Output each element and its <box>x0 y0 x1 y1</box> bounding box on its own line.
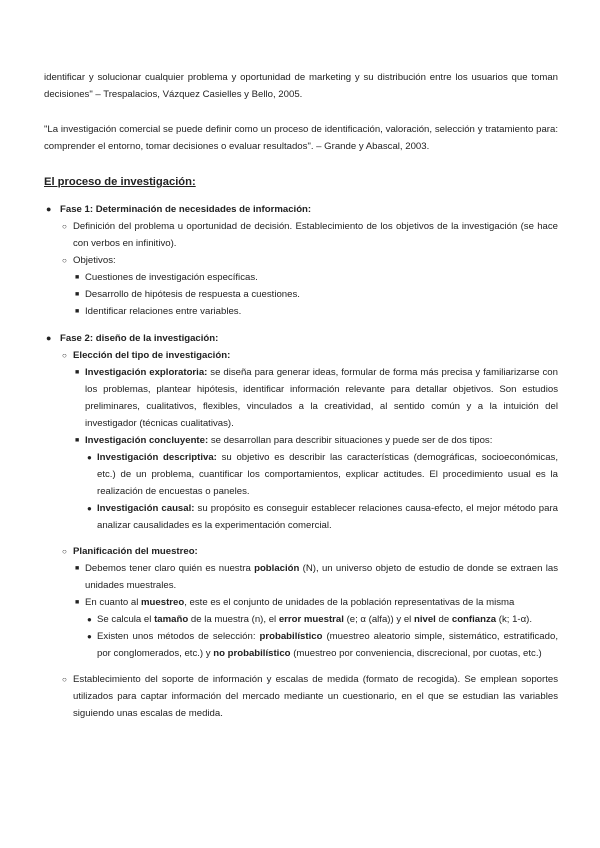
hollow-circle-bullet-icon: ○ <box>62 222 67 231</box>
soporte-text: Establecimiento del soporte de información y escalas de medida (formato de recogida). Se emplean soportes utilizados para captar información del mercado mediante un cuestionario, en el que se estudian las variables siguiendo unas escalas de medida. <box>73 674 558 719</box>
objetivo-text: Identificar relaciones entre variables. <box>85 306 242 317</box>
tamano-bold: tamaño <box>154 614 189 625</box>
phase-1-definition <box>60 218 558 252</box>
objetivos-list <box>73 269 558 320</box>
poblacion-bold: población <box>254 563 300 574</box>
objetivo-item <box>73 303 558 320</box>
muestreo-item <box>60 543 558 671</box>
causal-item <box>85 500 558 534</box>
metodos-item <box>85 628 558 662</box>
metodos-text: Existen unos métodos de selección: <box>97 631 260 642</box>
no-probabilistico-bold: no probabilístico <box>213 648 291 659</box>
descriptiva-label: Investigación descriptiva: <box>97 452 217 463</box>
muestreo-def-item <box>73 594 558 662</box>
process-content <box>44 201 558 732</box>
descriptiva-item <box>85 449 558 500</box>
filled-circle-bullet-icon: ● <box>46 204 52 214</box>
concluyente-item <box>73 432 558 534</box>
square-bullet-icon: ■ <box>75 437 80 444</box>
eleccion-title: Elección del tipo de investigación: <box>73 350 231 361</box>
tamano-text: (k; 1-α). <box>496 614 533 625</box>
objetivos-label: Objetivos: <box>73 255 116 266</box>
muestreo-text-pre: En cuanto al <box>85 597 142 608</box>
muestreo-bold: muestreo <box>141 597 185 608</box>
hollow-circle-bullet-icon: ○ <box>62 351 67 360</box>
muestreo-list <box>73 560 558 662</box>
exploratoria-item <box>73 364 558 432</box>
nivel-bold: nivel <box>413 614 436 625</box>
metodos-text: (muestreo por conveniencia, discrecional, por cuotas, etc.) <box>290 648 542 659</box>
objetivo-text: Cuestiones de investigación específicas. <box>85 272 258 283</box>
eleccion-item <box>60 347 558 543</box>
poblacion-text-post: (N), un universo objeto de estudio de donde se extraen las unidades muestrales. <box>85 563 558 591</box>
tamano-text: de <box>435 614 452 625</box>
causal-label: Investigación causal: <box>97 503 195 514</box>
exploratoria-label: Investigación exploratoria: <box>85 367 208 378</box>
phase-1-objetivos <box>60 252 558 320</box>
definition-text: Definición del problema u oportunidad de decisión. Establecimiento de los objetivos de la investigación (se hace con verbos en infinitivo). <box>73 221 558 249</box>
filled-circle-bullet-icon: ● <box>87 453 92 462</box>
poblacion-item <box>73 560 558 594</box>
square-bullet-icon: ■ <box>75 291 80 298</box>
objetivo-item <box>73 286 558 303</box>
phase-1-title: Fase 1: Determinación de necesidades de información: <box>60 204 312 215</box>
phase-1-sublist <box>60 218 558 320</box>
filled-circle-bullet-icon: ● <box>87 504 92 513</box>
muestreo-title: Planificación del muestreo: <box>73 546 198 557</box>
square-bullet-icon: ■ <box>75 599 80 606</box>
eleccion-list <box>73 364 558 534</box>
quote-trespalacios: identificar y solucionar cualquier problema y oportunidad de marketing y su distribución entre los usuarios que toman decisiones" – Trespalacios, Vázquez Casielles y Bello, 2005. <box>44 72 558 100</box>
probabilistico-bold: probabilístico <box>259 631 323 642</box>
error-bold: error muestral <box>278 614 344 625</box>
square-bullet-icon: ■ <box>75 308 80 315</box>
hollow-circle-bullet-icon: ○ <box>62 675 67 684</box>
hollow-circle-bullet-icon: ○ <box>62 256 67 265</box>
phase-2-sublist <box>60 347 558 722</box>
filled-circle-bullet-icon: ● <box>87 632 92 641</box>
tamano-text: Se calcula el <box>97 614 155 625</box>
phase-list <box>44 201 558 722</box>
phase-1-item <box>44 201 558 320</box>
tamano-text: (e; α (alfa)) y el <box>343 614 414 625</box>
objetivo-item <box>73 269 558 286</box>
tamano-item <box>85 611 558 628</box>
concluyente-text: se desarrollan para describir situaciones y puede ser de dos tipos: <box>208 435 493 446</box>
confianza-bold: confianza <box>451 614 497 625</box>
square-bullet-icon: ■ <box>75 565 80 572</box>
metodos-text: (muestreo aleatorio simple, sistemático, estratificado, por conglomerados, etc.) y <box>97 631 558 659</box>
phase-2-item <box>44 330 558 722</box>
filled-circle-bullet-icon: ● <box>87 615 92 624</box>
tamano-text: de la muestra (n), el <box>188 614 279 625</box>
causal-text: su propósito es conseguir establecer relaciones causa-efecto, el mejor método para analizar causalidades es la experimentación comercial. <box>97 503 558 531</box>
exploratoria-text: se diseña para generar ideas, formular de forma más precisa y familiarizarse con los problemas, plantear hipótesis, identificar información relevante para detallar objetivos. Son estudios preliminares, cualitativos, flexibles, vinculados a la creatividad, al sentido común y a la intuición del investigador (técnicas cualitativas). <box>85 367 558 429</box>
filled-circle-bullet-icon: ● <box>46 333 52 343</box>
hollow-circle-bullet-icon: ○ <box>62 547 67 556</box>
soporte-item <box>60 671 558 722</box>
poblacion-text-pre: Debemos tener claro quién es nuestra <box>85 563 255 574</box>
square-bullet-icon: ■ <box>75 369 80 376</box>
concluyente-list <box>85 449 558 534</box>
descriptiva-text: su objetivo es describir las características (demográficas, socioeconómicas, etc.) de un problema, cuantificar los comportamientos, explicar actitudes. El procedimiento usual es la realización de encuestas o paneles. <box>97 452 559 497</box>
muestreo-text-post: , este es el conjunto de unidades de la población representativas de la misma <box>184 597 515 608</box>
section-heading: El proceso de investigación: <box>44 176 196 188</box>
objetivo-text: Desarrollo de hipótesis de respuesta a cuestiones. <box>85 289 300 300</box>
phase-2-title: Fase 2: diseño de la investigación: <box>60 333 219 344</box>
muestreo-sublist <box>85 611 558 662</box>
concluyente-label: Investigación concluyente: <box>85 435 209 446</box>
square-bullet-icon: ■ <box>75 274 80 281</box>
quote-grande-abascal: "La investigación comercial se puede definir como un proceso de identificación, valoración, selección y tratamiento para: comprender el entorno, tomar decisiones o evaluar resultados". – Grande y Abascal, 2003. <box>44 124 558 152</box>
